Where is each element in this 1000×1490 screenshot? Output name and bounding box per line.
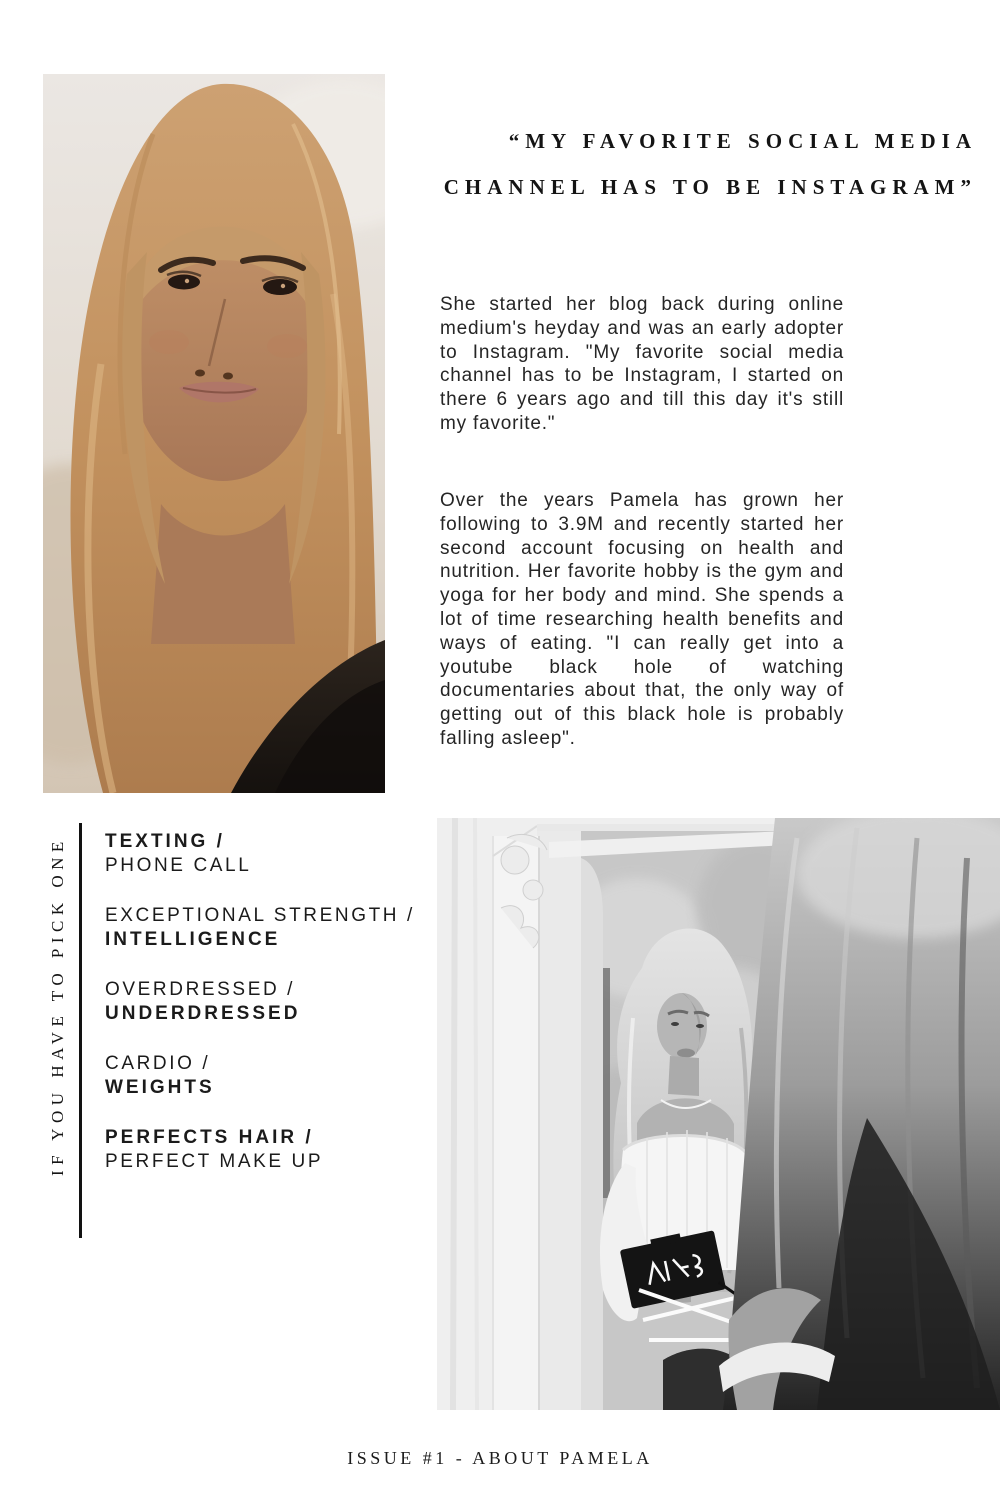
pick-one-item: [105, 1052, 445, 1100]
pick-one-option-second: UNDERDRESSED: [105, 1003, 301, 1024]
pick-one-item: [105, 978, 445, 1026]
mirror-photo: [437, 818, 1000, 1410]
pick-one-option-first: CARDIO /: [105, 1053, 211, 1074]
pick-one-item: [105, 904, 445, 952]
pull-quote-line2: CHANNEL HAS TO BE INSTAGRAM”: [443, 175, 977, 199]
pull-quote-line1: “MY FAVORITE SOCIAL MEDIA: [508, 129, 977, 153]
vertical-divider-rule: [79, 823, 82, 1238]
pick-one-list: [105, 830, 445, 1200]
footer-issue-label: ISSUE #1 - ABOUT PAMELA: [347, 1448, 653, 1468]
pick-one-option-first: EXCEPTIONAL STRENGTH /: [105, 905, 415, 926]
pick-one-option-second: PHONE CALL: [105, 855, 252, 876]
pick-one-item: [105, 1126, 445, 1174]
pick-one-option-second: INTELLIGENCE: [105, 929, 281, 950]
pick-one-option-second: PERFECT MAKE UP: [105, 1151, 324, 1172]
sidebar-vertical-label: IF YOU HAVE TO PICK ONE: [48, 836, 67, 1176]
pick-one-option-first: PERFECTS HAIR /: [105, 1127, 314, 1148]
pick-one-option-first: OVERDRESSED /: [105, 979, 296, 1000]
pick-one-item: [105, 830, 445, 878]
pick-one-option-second: WEIGHTS: [105, 1077, 215, 1098]
portrait-photo: [43, 74, 385, 793]
pull-quote: [440, 118, 977, 210]
pick-one-option-first: TEXTING /: [105, 831, 225, 852]
article-paragraph-1: She started her blog back during online medium's heyday and was an early adopter to Instagram. "My favorite social media channel has to be Instagram, I started on there 6 years ago and till this day it's still my favorite.": [440, 294, 844, 434]
article-paragraph-2: Over the years Pamela has grown her following to 3.9M and recently started her second account focusing on health and nutrition. Her favorite hobby is the gym and yoga for her body and mind. She spends a lot of time researching health benefits and ways of eating. "I can really get into a youtube black hole of watching documentaries about that, the only way of getting out of this black hole is probably falling asleep".: [440, 490, 844, 749]
